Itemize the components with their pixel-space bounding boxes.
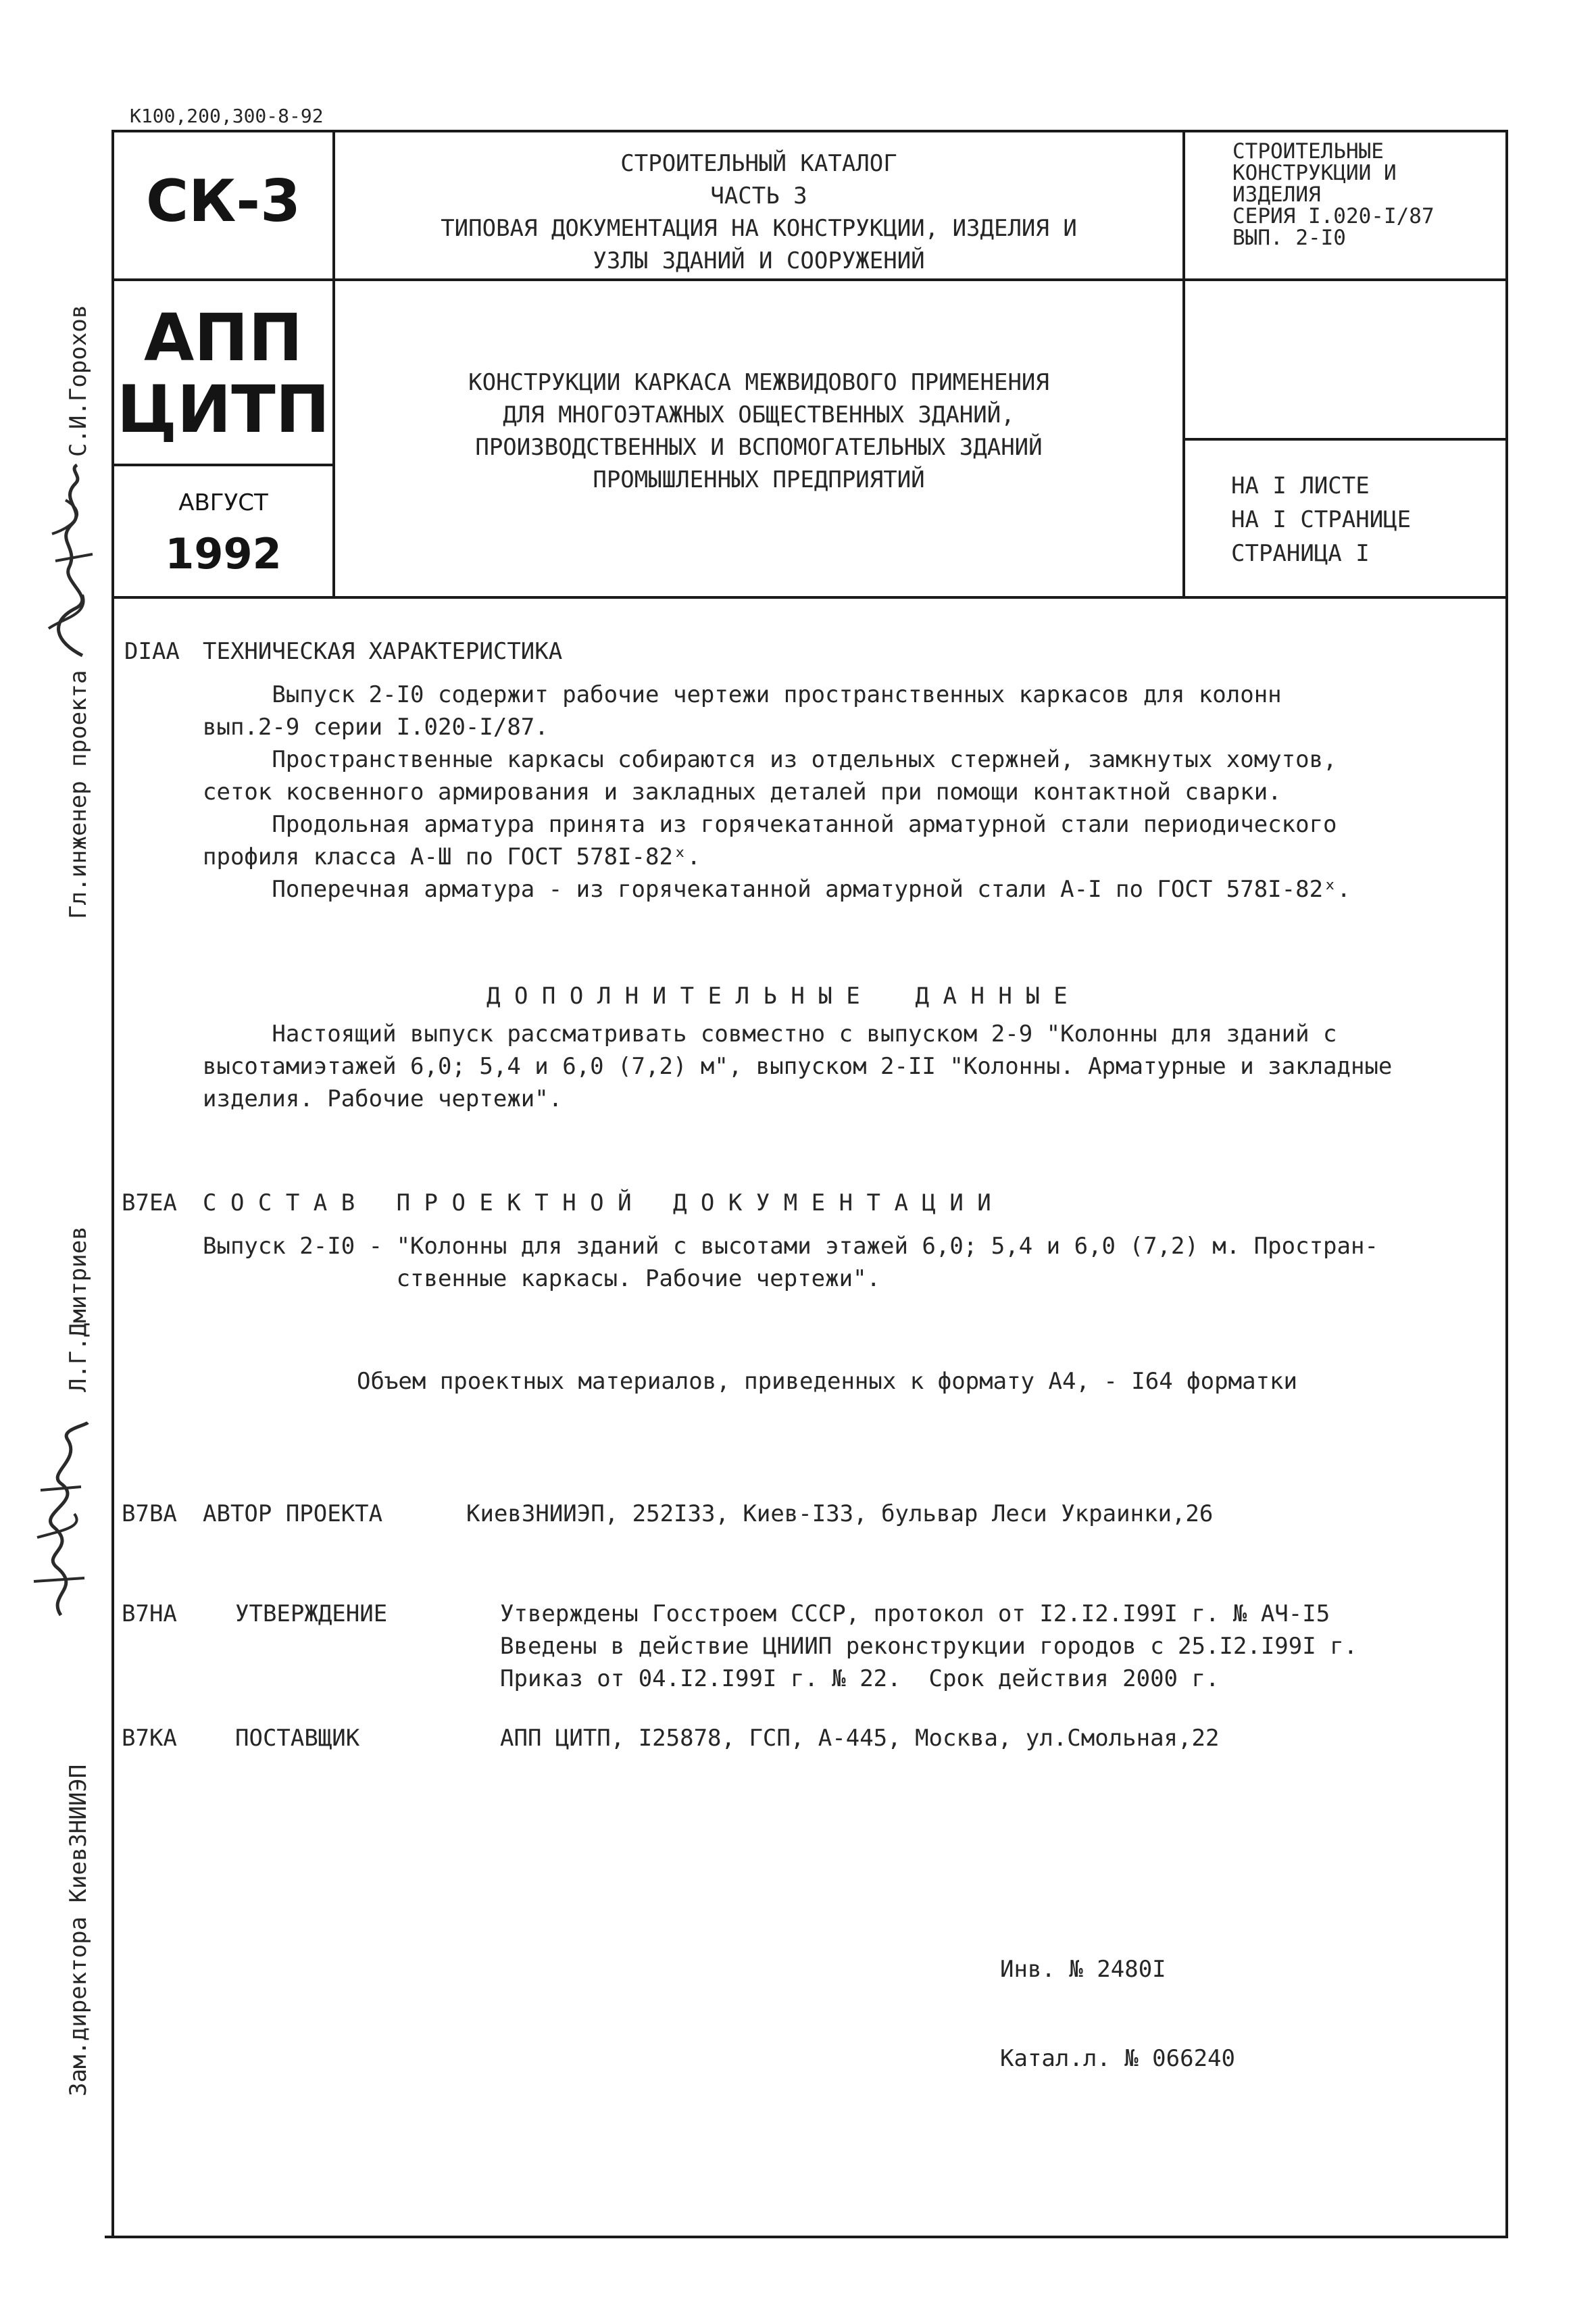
catalog-block	[335, 147, 1182, 277]
document-code: К100,200,300-8-92	[130, 105, 324, 127]
extra-line: высотамиэтажей 6,0; 5,4 и 6,0 (7,2) м", выпуском 2-II "Колонны. Арматурные и закладные	[203, 1053, 1393, 1080]
approval-line: Приказ от 04.I2.I99I г. № 22. Срок действия 2000 г.	[500, 1665, 1220, 1692]
series-block	[1232, 141, 1503, 249]
series-line: ИЗДЕЛИЯ	[1232, 182, 1321, 207]
deputy-label: Зам.директора КиевЗНИИЭП	[65, 1764, 92, 2096]
author-code: B7BA	[122, 1500, 177, 1527]
composition-title: С О С Т А В П Р О Е К Т Н О Й Д О К У М Е Н Т А Ц И И	[203, 1189, 991, 1216]
author-value: КиевЗНИИЭП, 252I33, Киев-I33, бульвар Леси Украинки,26	[466, 1500, 1214, 1527]
approval-code: B7HA	[122, 1600, 177, 1627]
approval-line: Введены в действие ЦНИИП реконструкции городов с 25.I2.I99I г.	[500, 1633, 1358, 1660]
tech-title: ТЕХНИЧЕСКАЯ ХАРАКТЕРИСТИКА	[203, 638, 563, 665]
org-label-line1: АПП	[144, 300, 303, 376]
series-line: КОНСТРУКЦИИ И	[1232, 161, 1397, 185]
supplier-label: ПОСТАВЩИК	[235, 1725, 360, 1752]
month-label: АВГУСТ	[178, 489, 268, 516]
catalog-line: ЧАСТЬ 3	[710, 182, 807, 210]
tech-line: профиля класса А-Ш по ГОСТ 578I-82ˣ.	[203, 843, 701, 870]
composition-line: ственные каркасы. Рабочие чертежи".	[203, 1265, 881, 1292]
tech-line: Пространственные каркасы собираются из отдельных стержней, замкнутых хомутов,	[203, 746, 1337, 773]
title-block	[335, 366, 1182, 496]
catalog-line: УЗЛЫ ЗДАНИЙ И СООРУЖЕНИЙ	[593, 247, 925, 274]
sheet-line: НА I ЛИСТЕ	[1231, 472, 1370, 499]
composition-text	[203, 1230, 1378, 1295]
title-line: ПРОИЗВОДСТВЕННЫХ И ВСПОМОГАТЕЛЬНЫХ ЗДАНИЙ	[475, 434, 1043, 461]
frame-bottom	[105, 2236, 1508, 2238]
header-bottom-line	[111, 596, 1508, 599]
title-line: ДЛЯ МНОГОЭТАЖНЫХ ОБЩЕСТВЕННЫХ ЗДАНИЙ,	[503, 401, 1015, 428]
sk-label: СК-3	[146, 168, 301, 235]
composition-line: Выпуск 2-I0 - "Колонны для зданий с высотами этажей 6,0; 5,4 и 6,0 (7,2) м. Простран-	[203, 1233, 1378, 1260]
catalog-line: ТИПОВАЯ ДОКУМЕНТАЦИЯ НА КОНСТРУКЦИИ, ИЗДЕЛИЯ И	[441, 215, 1077, 242]
extra-text	[203, 1018, 1392, 1115]
composition-code: B7EA	[122, 1189, 177, 1216]
sheet-top-line	[1182, 438, 1508, 441]
sheet-line: СТРАНИЦА I	[1231, 540, 1370, 567]
header-col3-line	[1182, 130, 1185, 597]
tech-line: вып.2-9 серии I.020-I/87.	[203, 714, 549, 741]
sk-bottom-line	[111, 278, 334, 281]
catalog-line: СТРОИТЕЛЬНЫЙ КАТАЛОГ	[620, 150, 897, 177]
sheet-block	[1231, 469, 1501, 570]
frame-right	[1505, 130, 1508, 2238]
title-line: ПРОМЫШЛЕННЫХ ПРЕДПРИЯТИЙ	[593, 466, 925, 493]
frame-top	[111, 130, 1508, 132]
sheet-line: НА I СТРАНИЦЕ	[1231, 506, 1412, 533]
signature-chief-engineer	[35, 460, 103, 662]
author-label: АВТОР ПРОЕКТА	[203, 1500, 383, 1527]
frame-left	[111, 130, 114, 2238]
tech-line: сеток косвенного армирования и закладных деталей при помощи контактной сварки.	[203, 779, 1282, 806]
approval-line: Утверждены Госстроем СССР, протокол от I2.I2.I99I г. № АЧ-I5	[500, 1600, 1330, 1627]
approval-text	[500, 1598, 1357, 1695]
volume-text: Объем проектных материалов, приведенных к формату А4, - I64 форматки	[357, 1368, 1297, 1395]
year-label: 1992	[165, 529, 282, 578]
tech-line: Продольная арматура принята из горячекатанной арматурной стали периодического	[203, 811, 1337, 838]
supplier-value: АПП ЦИТП, I25878, ГСП, А-445, Москва, ул.Смольная,22	[500, 1725, 1220, 1752]
approval-label: УТВЕРЖДЕНИЕ	[235, 1600, 388, 1627]
catalog-sheet-number: Катал.л. № 066240	[1000, 2045, 1235, 2072]
tech-text	[203, 679, 1351, 906]
inventory-number: Инв. № 2480I	[1000, 1956, 1166, 1983]
series-line: СЕРИЯ I.020-I/87	[1232, 204, 1435, 228]
tech-line: Выпуск 2-I0 содержит рабочие чертежи пространственных каркасов для колонн	[203, 681, 1282, 708]
deputy-name: Л.Г.Дмитриев	[65, 1226, 92, 1392]
signature-deputy	[20, 1419, 101, 1622]
series-line: СТРОИТЕЛЬНЫЕ	[1232, 139, 1384, 164]
extra-line: Настоящий выпуск рассматривать совместно с выпуском 2-9 "Колонны для зданий с	[203, 1020, 1337, 1048]
supplier-code: B7KA	[122, 1725, 177, 1752]
tech-line: Поперечная арматура - из горячекатанной арматурной стали А-I по ГОСТ 578I-82ˣ.	[203, 876, 1351, 903]
tech-code: DIAA	[124, 638, 180, 665]
org-label-line2: ЦИТП	[116, 372, 330, 447]
extra-line: изделия. Рабочие чертежи".	[203, 1085, 563, 1112]
org-bottom-line	[111, 464, 334, 466]
extra-title: Д О П О Л Н И Т Е Л Ь Н Ы Е Д А Н Н Ы Е	[487, 983, 1068, 1010]
chief-engineer-name: С.И.Горохов	[65, 304, 92, 457]
chief-engineer-label: Гл.инженер проекта	[65, 670, 92, 919]
series-line: ВЫП. 2-I0	[1232, 226, 1346, 250]
catalog-bottom-line	[332, 278, 1508, 281]
title-line: КОНСТРУКЦИИ КАРКАСА МЕЖВИДОВОГО ПРИМЕНЕНИЯ	[468, 369, 1049, 396]
